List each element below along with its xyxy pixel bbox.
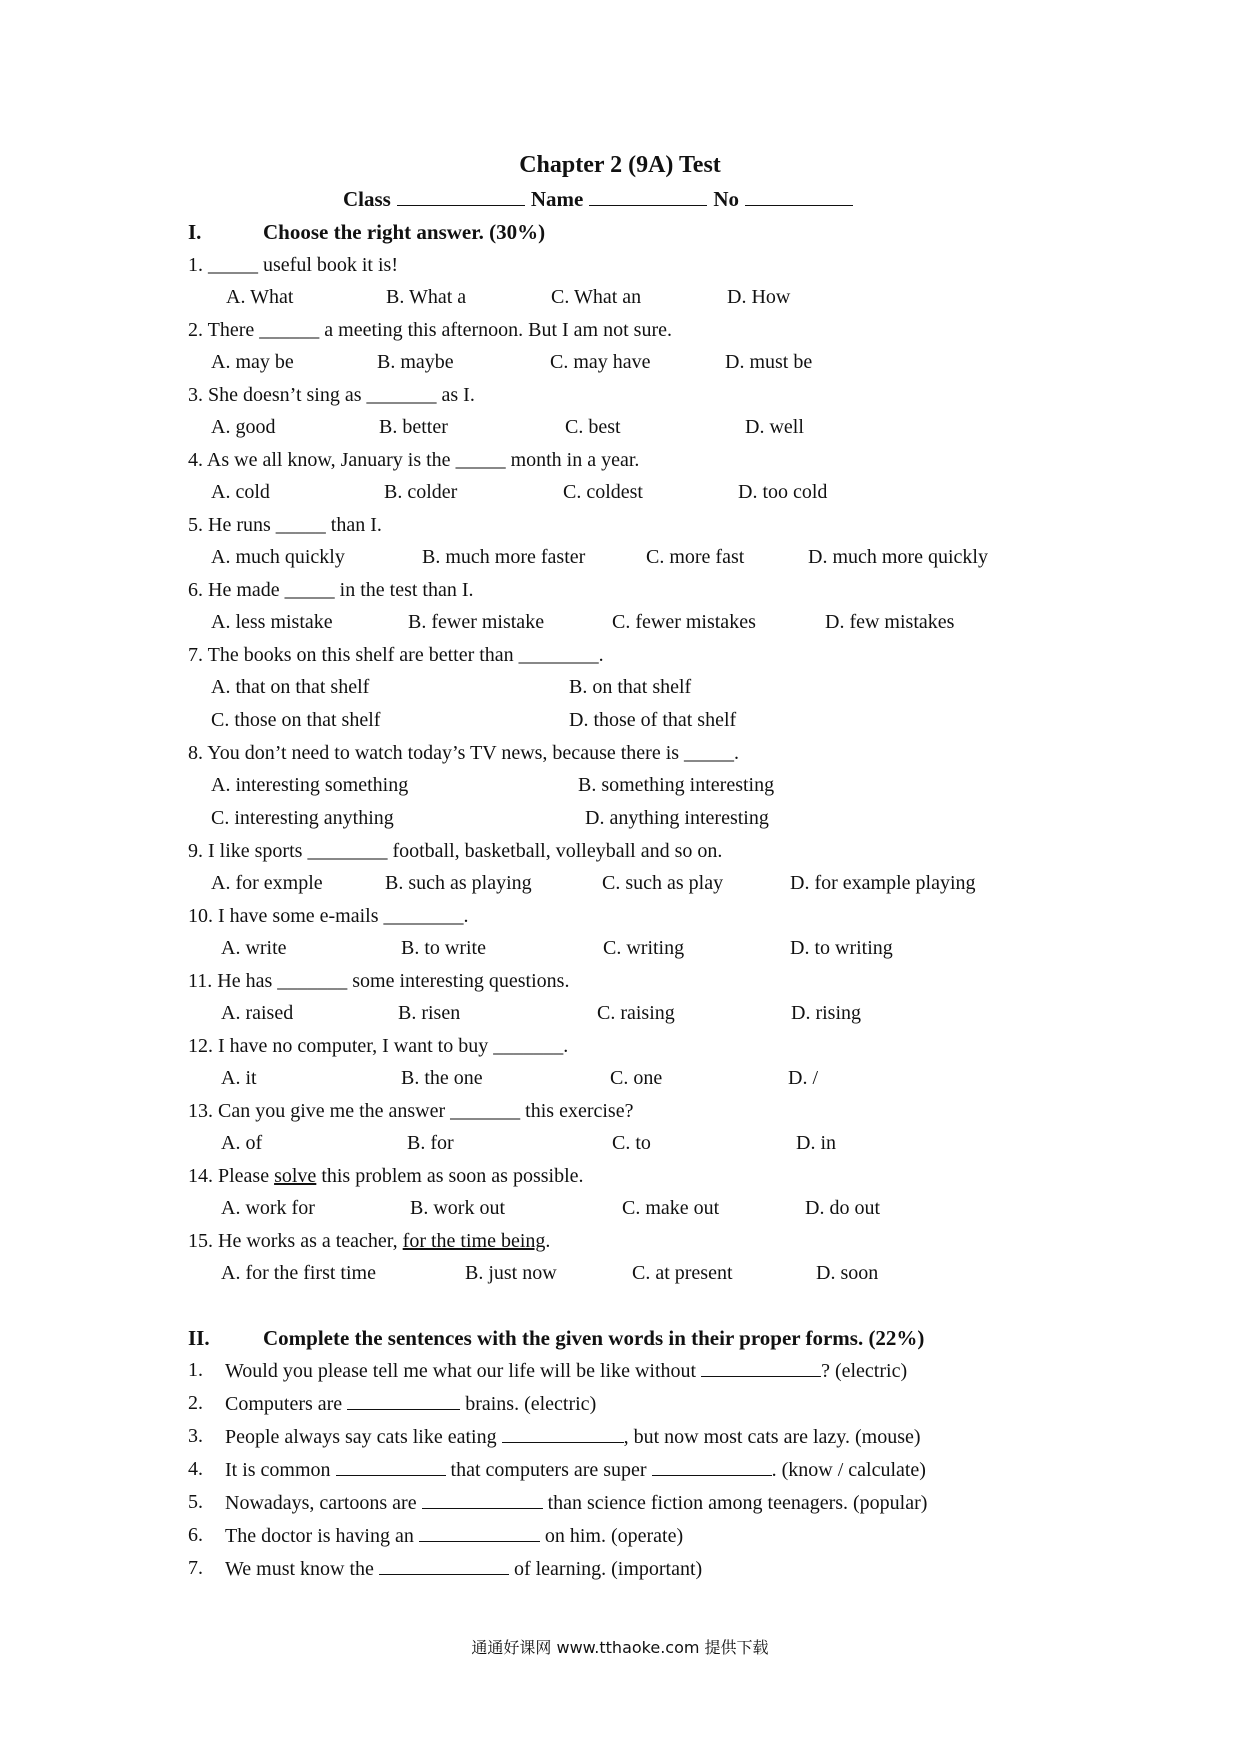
option-a: A. for the first time xyxy=(221,1262,376,1284)
option-b: B. to write xyxy=(401,937,486,959)
option-b: B. something interesting xyxy=(578,774,775,796)
option-b: B. What a xyxy=(386,286,467,308)
option-a: A. it xyxy=(221,1067,257,1089)
option-a: A. may be xyxy=(211,351,294,373)
section-title: Choose the right answer. (30%) xyxy=(263,220,546,244)
question-4: 4. As we all know, January is the _____ month in a year. xyxy=(188,449,640,471)
question-14: 14. Please solve this problem as soon as possible. xyxy=(188,1165,584,1187)
question-9: 9. I like sports ________ football, basketball, volleyball and so on. xyxy=(188,840,723,862)
option-d: D. much more quickly xyxy=(808,546,988,568)
question-8: 8. You don’t need to watch today’s TV news, because there is _____. xyxy=(188,742,740,764)
question-3: 3. She doesn’t sing as _______ as I. xyxy=(188,384,475,406)
option-c: C. at present xyxy=(632,1262,733,1284)
option-c: C. raising xyxy=(597,1002,675,1024)
test-paper: Chapter 2 (9A) Test Class Name No I. Choose the right answer. (30%) 1. _____ useful book it is! A. What B. What a C. What an D. How 2. There ______ a meeting this afternoon. But I am not sure. A. may be B. maybe C. may have D. must be 3. She doesn’t sing as _______ as I. A. good B. better C. best D. well 4. As we all know, January is the _____ month in a year. A. cold B. colder C. coldest D. too cold 5. He runs _____ than I. A. much quickly B. much more faster C. more fast D. much more quickly 6. He made _____ in the test than I. A. less mistake B. fewer mistake C. fewer mistakes D. few mistakes 7. The books on this shelf are better than ________. A. that on that shelf B. on that shelf C. those on that shelf D. those of that shelf 8. You don’t need to watch today’s TV news, because there is _____. A. interesting something B. something interesting C. interesting anything D. anything interesting 9. I like sports ________ football, basketball, volleyball and so on. A. for exmple B. such as playing C. such as play D. for example playing 10. I have some e-mails ________. A. write B. to write C. writing D. to writing 11. He has _______ some interesting questions. A. raised B. risen C. raising D. rising 12. I have no computer, I want to buy _______. A. it B. the one C. one D. / 13. Can you give me the answer _______ this exercise? A. of B. for C. to D. in 14. Please solve this problem as soon as possible. A. work for B. work out C. make out D. do out 15. He works as a teacher, for the time being. A. for the first time B. just now C. at present D. soon II. Complete the sentences with the given words in their proper forms. (22%) 1. Would you please tell me what our life will be like without ? (electric) 2. Computers are brains. (electric) 3. People always say cats like eating , but now most cats are lazy. (mouse) 4. It is common that computers are super . (know / calculate) 5. Nowadays, cartoons are than science fiction among teenagers. (popular) 6. The doctor is having an on him. (operate) 7. We must know the of learning. (important) 通通好课网 www.tthaoke.com 提供下载 xyxy=(0,0,1240,1754)
option-d: D. must be xyxy=(725,351,813,373)
underlined-word: solve xyxy=(274,1165,317,1187)
answer-blank xyxy=(701,1359,821,1377)
option-c: C. fewer mistakes xyxy=(612,611,756,633)
option-a: A. interesting something xyxy=(211,774,409,796)
option-a: A. that on that shelf xyxy=(211,676,370,698)
option-c: C. writing xyxy=(603,937,685,959)
option-b: B. much more faster xyxy=(422,546,586,568)
option-d: D. How xyxy=(727,286,791,308)
option-c: C. may have xyxy=(550,351,651,373)
option-b: B. colder xyxy=(384,481,458,503)
option-c: C. best xyxy=(565,416,621,438)
option-c: C. those on that shelf xyxy=(211,709,381,731)
option-a: A. for exmple xyxy=(211,872,323,894)
page-title: Chapter 2 (9A) Test xyxy=(519,152,721,178)
option-d: D. / xyxy=(788,1067,818,1089)
option-a: A. of xyxy=(221,1132,263,1154)
option-b: B. for xyxy=(407,1132,454,1154)
option-b: B. on that shelf xyxy=(569,676,692,698)
option-c: C. make out xyxy=(622,1197,720,1219)
underlined-phrase: for the time being xyxy=(402,1230,546,1252)
answer-blank xyxy=(419,1524,540,1542)
option-a: A. What xyxy=(226,286,294,308)
answer-blank xyxy=(336,1458,446,1476)
question-7: 7. The books on this shelf are better than ________. xyxy=(188,644,604,666)
option-b: B. work out xyxy=(410,1197,505,1219)
option-a: A. raised xyxy=(221,1002,294,1024)
option-c: C. to xyxy=(612,1132,651,1154)
question-10: 10. I have some e-mails ________. xyxy=(188,905,469,927)
option-a: A. less mistake xyxy=(211,611,333,633)
option-b: B. such as playing xyxy=(385,872,532,894)
option-a: A. good xyxy=(211,416,276,438)
section-2-heading xyxy=(188,1326,924,1351)
name-blank xyxy=(589,187,707,206)
question-1: 1. _____ useful book it is! xyxy=(188,254,398,276)
answer-blank xyxy=(379,1557,509,1575)
no-label: No xyxy=(713,187,740,211)
option-d: D. do out xyxy=(805,1197,880,1219)
option-d: D. soon xyxy=(816,1262,879,1284)
answer-blank xyxy=(652,1458,772,1476)
option-d: D. in xyxy=(796,1132,836,1154)
section-1-heading xyxy=(188,220,545,245)
option-d: D. rising xyxy=(791,1002,861,1024)
section-number: II. xyxy=(188,1326,210,1350)
option-a: A. write xyxy=(221,937,287,959)
question-5: 5. He runs _____ than I. xyxy=(188,514,382,536)
question-13: 13. Can you give me the answer _______ this exercise? xyxy=(188,1100,634,1122)
option-b: B. fewer mistake xyxy=(408,611,545,633)
answer-blank xyxy=(502,1425,624,1443)
option-a: A. work for xyxy=(221,1197,315,1219)
question-12: 12. I have no computer, I want to buy _______. xyxy=(188,1035,569,1057)
class-blank xyxy=(397,187,525,206)
question-15: 15. He works as a teacher, for the time being. xyxy=(188,1230,551,1252)
option-a: A. much quickly xyxy=(211,546,345,568)
footer-credit: 通通好课网 www.tthaoke.com 提供下载 xyxy=(471,1638,769,1657)
option-d: D. those of that shelf xyxy=(569,709,737,731)
option-c: C. one xyxy=(610,1067,663,1089)
option-b: B. the one xyxy=(401,1067,483,1089)
option-d: D. anything interesting xyxy=(585,807,769,829)
option-a: A. cold xyxy=(211,481,270,503)
section-number: I. xyxy=(188,220,202,244)
answer-blank xyxy=(347,1392,460,1410)
class-label: Class xyxy=(343,187,391,211)
option-d: D. for example playing xyxy=(790,872,976,894)
option-d: D. few mistakes xyxy=(825,611,955,633)
option-c: C. interesting anything xyxy=(211,807,394,829)
option-b: B. just now xyxy=(465,1262,557,1284)
question-2: 2. There ______ a meeting this afternoon. But I am not sure. xyxy=(188,319,672,341)
option-c: C. coldest xyxy=(563,481,643,503)
option-c: C. such as play xyxy=(602,872,724,894)
option-c: C. more fast xyxy=(646,546,745,568)
option-d: D. too cold xyxy=(738,481,828,503)
option-d: D. to writing xyxy=(790,937,893,959)
option-b: B. risen xyxy=(398,1002,461,1024)
question-6: 6. He made _____ in the test than I. xyxy=(188,579,474,601)
section-title: Complete the sentences with the given words in their proper forms. (22%) xyxy=(263,1326,925,1350)
option-d: D. well xyxy=(745,416,804,438)
option-c: C. What an xyxy=(551,286,642,308)
student-info-line xyxy=(343,187,859,212)
option-b: B. maybe xyxy=(377,351,454,373)
answer-blank xyxy=(422,1491,543,1509)
no-blank xyxy=(745,187,853,206)
question-11: 11. He has _______ some interesting questions. xyxy=(188,970,570,992)
name-label: Name xyxy=(530,187,584,211)
option-b: B. better xyxy=(379,416,448,438)
